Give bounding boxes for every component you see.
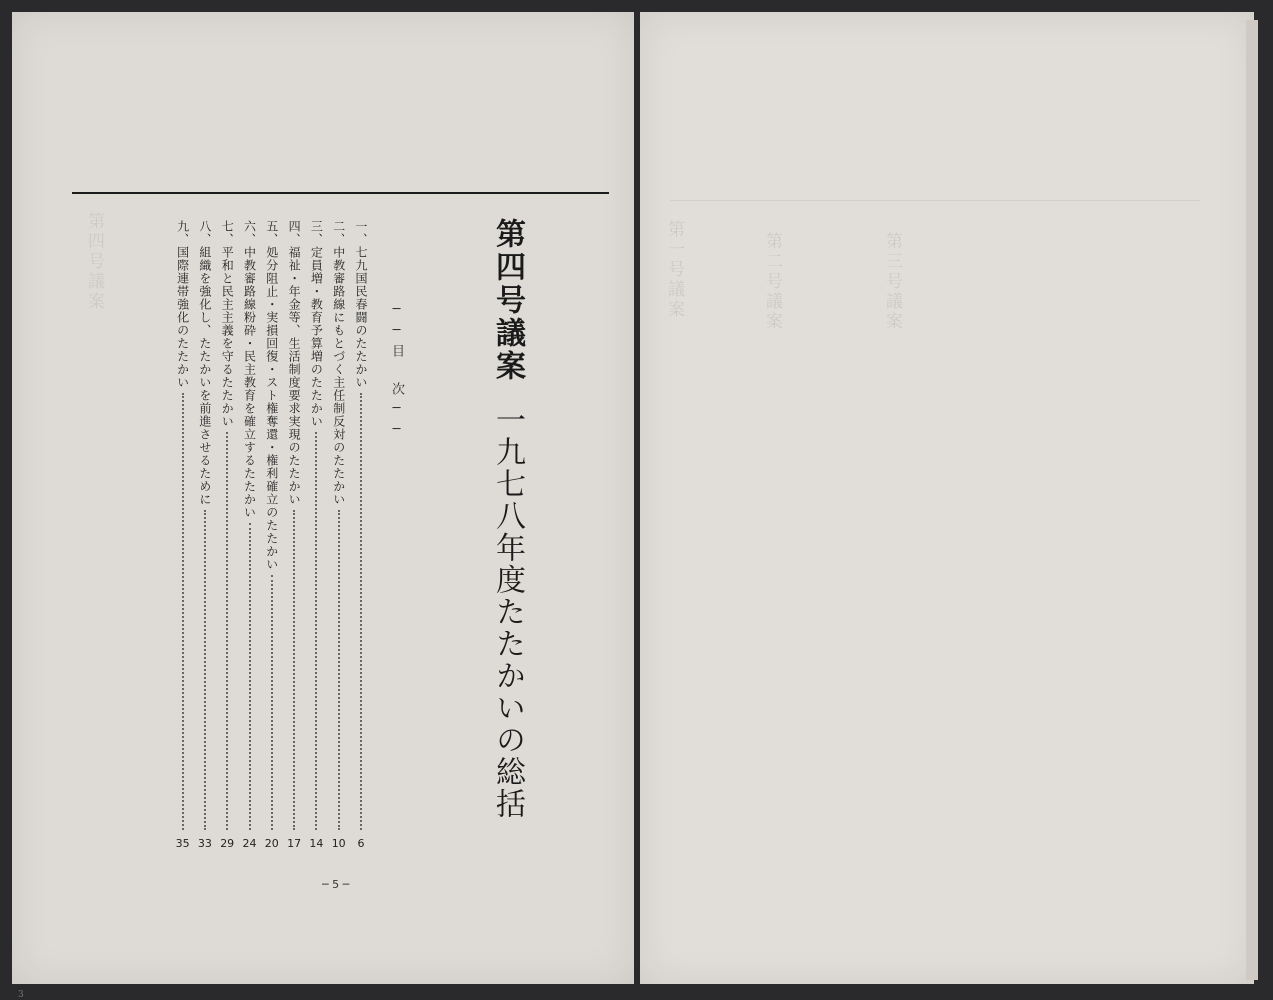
toc-item-label: 三、定員増・教育予算増のたたかい bbox=[309, 220, 324, 428]
toc-leader-dots bbox=[249, 523, 251, 830]
toc-leader-dots bbox=[271, 575, 273, 830]
show-through-text: 第二号議案 bbox=[762, 232, 782, 332]
toc-item-page: 29 bbox=[220, 837, 235, 850]
toc-item-page: 33 bbox=[197, 837, 212, 850]
toc-leader-dots bbox=[338, 510, 340, 830]
right-page bbox=[640, 12, 1254, 984]
toc-item-label: 六、中教審路線粉砕・民主教育を確立するたたかい bbox=[242, 220, 257, 519]
toc-leader-dots bbox=[204, 510, 206, 830]
toc-item bbox=[352, 220, 370, 850]
toc-item-page: 20 bbox=[264, 837, 279, 850]
toc-leader-dots bbox=[226, 432, 228, 830]
show-through-text: 第一号議案 bbox=[664, 220, 684, 320]
show-through-rule bbox=[670, 200, 1200, 201]
toc-leader-dots bbox=[293, 510, 295, 830]
toc-leader-dots bbox=[360, 393, 362, 830]
toc-item bbox=[330, 220, 348, 850]
toc-item bbox=[196, 220, 214, 850]
toc-leader-dots bbox=[315, 432, 317, 830]
header-rule bbox=[72, 192, 609, 194]
toc-item bbox=[218, 220, 236, 850]
toc-leader-dots bbox=[182, 393, 184, 830]
toc-item-page: 14 bbox=[309, 837, 324, 850]
page-number: ─ 5 ─ bbox=[322, 878, 350, 891]
toc-item-label: 一、七九国民春闘のたたかい bbox=[354, 220, 368, 389]
toc-item-page: 6 bbox=[357, 837, 365, 850]
left-page bbox=[12, 12, 634, 1000]
toc-item bbox=[263, 220, 281, 850]
toc-item bbox=[307, 220, 325, 850]
toc-item-page: 17 bbox=[287, 837, 302, 850]
toc-heading: ──目 次── bbox=[389, 302, 404, 443]
show-through-text: 第三号議案 bbox=[882, 232, 902, 332]
toc-item-label: 四、福祉・年金等、生活制度要求実現のたたかい bbox=[287, 220, 302, 506]
toc-item bbox=[174, 220, 192, 850]
agenda-title: 第四号議案 bbox=[490, 218, 525, 383]
agenda-subtitle: 一九七八年度たたかいの総括 bbox=[490, 404, 525, 820]
toc-item-page: 24 bbox=[242, 837, 257, 850]
toc-item-page: 35 bbox=[175, 837, 190, 850]
toc-item-label: 五、処分阻止・実損回復・スト権奪還・権利確立のたたかい bbox=[264, 220, 279, 571]
toc-item-label: 七、平和と民主主義を守るたたかい bbox=[220, 220, 235, 428]
show-through-text: 第四号議案 bbox=[84, 212, 104, 312]
toc-item-page: 10 bbox=[331, 837, 346, 850]
toc-item-label: 九、国際連帯強化のたたかい bbox=[175, 220, 190, 389]
toc-item bbox=[285, 220, 303, 850]
corner-mark: 3 bbox=[18, 990, 24, 1000]
toc-item bbox=[241, 220, 259, 850]
toc-item-label: 八、組織を強化し、たたかいを前進させるために bbox=[197, 220, 212, 506]
toc-item-label: 二、中教審路線にもとづく主任制反対のたたかい bbox=[331, 220, 346, 506]
page-edge bbox=[1246, 20, 1258, 980]
